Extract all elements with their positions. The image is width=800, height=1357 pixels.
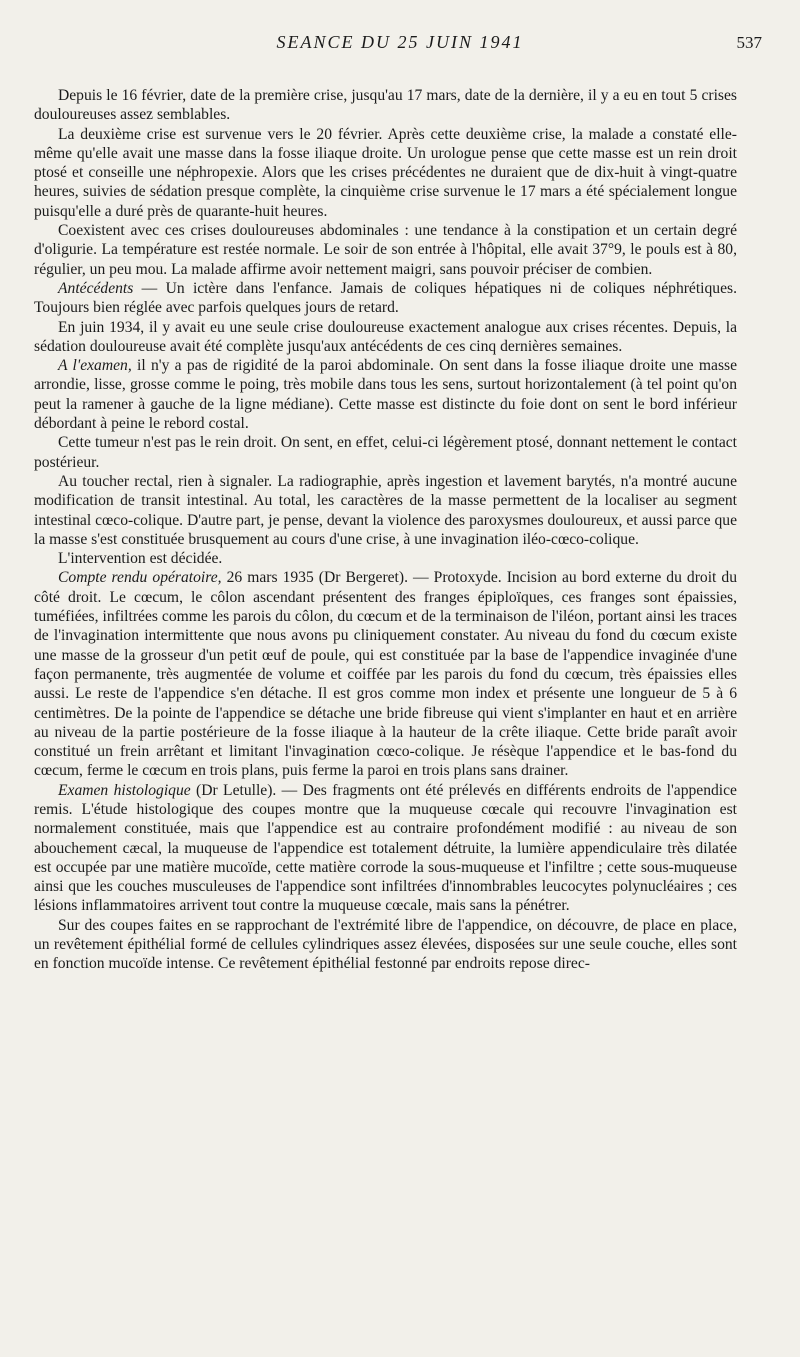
paragraph <box>34 125 737 221</box>
paragraph-text: Sur des coupes faites en se rapprochant de l'extrémité libre de l'appendice, on découvre, de place en place, un revêtement épithélial formé de cellules cylindriques assez élevées, disposées sur une seule couche, elles sont en fonction mucoïde intense. Ce revêtement épithélial festonné par endroits repose direc- <box>34 916 737 973</box>
paragraph <box>34 549 737 568</box>
paragraph-text: (Dr Letulle). — Des fragments ont été prélevés en différents endroits de l'appendice remis. L'étude histologique des coupes montre que la muqueuse cœcale qui recouvre l'invagination est normalement constituée, mais que l'appendice est au contraire profondément modifié : au niveau de son abouchement cæcal, la muqueuse de l'appendice est totalement détruite, la lumière appendiculaire très dilatée est occupée par une matière mucoïde, cette matière corrode la sous-muqueuse et l'infiltre ; cette sous-muqueuse ainsi que les couches musculeuses de l'appendice sont infiltrées d'innombrables leucocytes polynucléaires ; ces lésions inflammatoires arrivent tout contre la muqueuse cœcale, mais sans la pénétrer. <box>34 781 737 915</box>
paragraph-text: 26 mars 1935 (Dr Bergeret). — Protoxyde. Incision au bord externe du droit du côté droit. Le cœcum, le côlon ascendant présentent des franges épiploïques, ces franges sont épaissies, tuméfiées, infiltrées comme les parois du côlon, du cœcum et de la terminaison de l'iléon, portant ainsi les traces de l'invagination intermittente que nous avons pu cliniquement constater. Au niveau du fond du cœcum existe une masse de la grosseur d'un petit œuf de poule, qui est constituée par la base de l'appendice invaginée d'une façon permanente, très augmentée de volume et coiffée par les parois du fond du cœcum, très épaissies elles aussi. Le reste de l'appendice s'en détache. Il est gros comme mon index et présente une longueur de 5 à 6 centimètres. De la pointe de l'appendice se détache une bride fibreuse qui vient s'implanter en haut et en arrière au niveau de la partie postérieure de la fosse iliaque à la hauteur de la crête iliaque. Cette bride paraît avoir constitué un frein arrêtant et limitant l'invagination cœco-colique. Je résèque l'appendice et le bas-fond du cœcum, ferme le cœcum en trois plans, puis ferme la paroi en trois plans sans drainer. <box>34 569 737 780</box>
paragraph <box>34 318 737 357</box>
page-number: 537 <box>736 33 762 52</box>
paragraph <box>34 916 737 974</box>
paragraph-lead: Examen histologique <box>58 781 191 799</box>
paragraph-text: Au toucher rectal, rien à signaler. La radiographie, après ingestion et lavement barytés, n'a montré aucune modification de transit intestinal. Au total, les caractères de la masse permettent de la localiser au segment intestinal cœco-colique. D'autre part, je pense, devant la violence des paroxysmes douloureux, et aussi parce que la masse s'est constituée brusquement au cours d'une crise, à une invagination iléo-cœco-colique. <box>34 472 737 548</box>
paragraph-text: Coexistent avec ces crises douloureuses abdominales : une tendance à la constipation et un certain degré d'oligurie. La température est restée normale. Le soir de son entrée à l'hôpital, elle avait 37°9, le pouls est à 80, régulier, un peu mou. La malade affirme avoir nettement maigri, sans pouvoir préciser de combien. <box>34 222 737 278</box>
paragraph <box>34 781 737 916</box>
paragraph <box>34 568 737 780</box>
paragraph <box>34 356 737 433</box>
paragraph <box>34 433 737 472</box>
paragraph-text: il n'y a pas de rigidité de la paroi abdominale. On sent dans la fosse iliaque droite une masse arrondie, lisse, grosse comme le poing, très mobile dans tous les sens, surtout horizontalement (à tel point qu'on peut la ramener à gauche de la ligne médiane). Cette masse est distincte du foie dont on sent le bord inférieur débordant à peine le rebord costal. <box>34 357 737 433</box>
running-header <box>22 32 778 58</box>
paragraph-text: Depuis le 16 février, date de la première crise, jusqu'au 17 mars, date de la dernière, il y a eu en tout 5 crises douloureuses assez semblables. <box>34 87 737 124</box>
paragraph-lead: Antécédents <box>58 279 134 297</box>
paragraph <box>34 472 737 549</box>
paragraph-text: Cette tumeur n'est pas le rein droit. On sent, en effet, celui-ci légèrement ptosé, donnant nettement le contact postérieur. <box>34 434 737 471</box>
paragraph <box>34 221 737 279</box>
page-title: SEANCE DU 25 JUIN 1941 <box>276 32 524 52</box>
paragraph-lead: A l'examen, <box>58 357 132 375</box>
paragraph <box>34 86 737 125</box>
paragraph-text: L'intervention est décidée. <box>58 550 223 568</box>
body-text <box>34 86 737 974</box>
paragraph-lead: Compte rendu opératoire, <box>58 569 222 587</box>
paragraph-text: La deuxième crise est survenue vers le 20 février. Après cette deuxième crise, la malade a constaté elle-même qu'elle avait une masse dans la fosse iliaque droite. Un urologue pense que cette masse est un rein droit ptosé et conseille une néphropexie. Alors que les crises précédentes ne duraient que de dix-huit à vingt-quatre heures, suivies de sédation presque complète, la cinquième crise survenue le 17 mars a été spécialement longue puisqu'elle a duré près de quarante-huit heures. <box>34 125 737 220</box>
paragraph-text: — Un ictère dans l'enfance. Jamais de coliques hépatiques ni de coliques néphrétiques. Toujours bien réglée avec parfois quelques jours de retard. <box>34 279 737 317</box>
paragraph <box>34 279 737 318</box>
paragraph-text: En juin 1934, il y avait eu une seule crise douloureuse exactement analogue aux crises récentes. Depuis, la sédation douloureuse avait été complète jusqu'aux antécédents de ces cinq dernières semaines. <box>34 318 737 355</box>
